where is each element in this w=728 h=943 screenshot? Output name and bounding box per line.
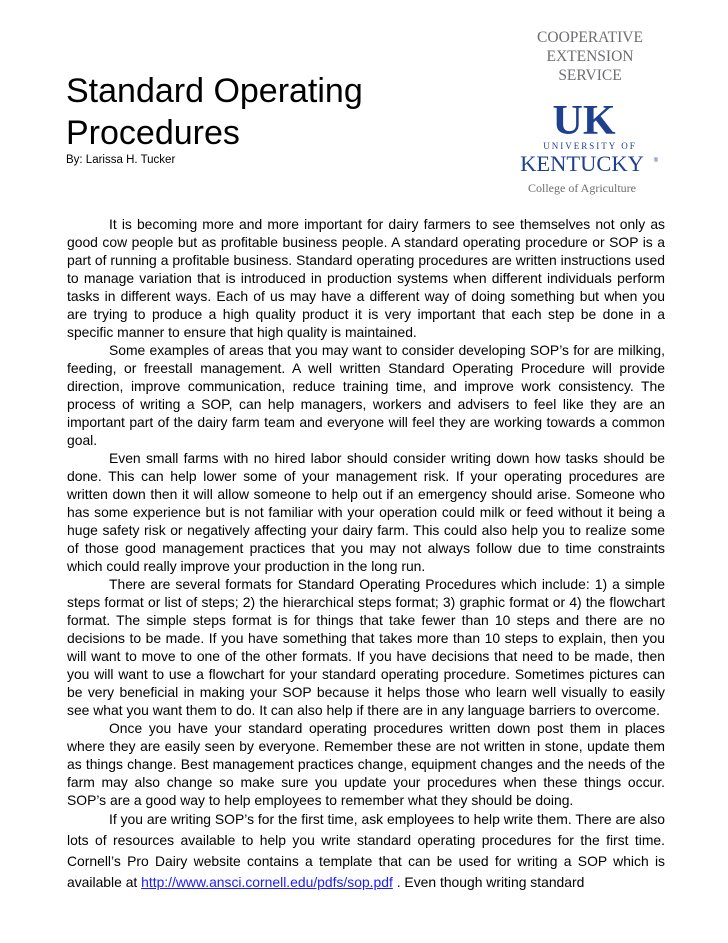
title-line-2: Procedures — [66, 114, 240, 152]
paragraph-first-time — [67, 809, 665, 893]
author-byline: By: Larissa H. Tucker — [66, 154, 176, 166]
logo-university-of: UNIVERSITY OF — [543, 141, 637, 151]
paragraph-posting: Once you have your standard operating procedures written down post them in places where they are easily seen by everyone. Remember these are not written in stone, update them as things change. Best management practices change, equipment changes and the needs of the farm may also change so make sure you update your procedures when these things occur. SOP’s are a good way to help employees to remember what they should be doing. — [67, 720, 665, 808]
paragraph-intro: It is becoming more and more important for dairy farmers to see themselves not only as good cow people but as profitable business people. A standard operating procedure or SOP is a part of running a profitable business. Standard operating procedures are written instructions used to manage variation that is introduced in production systems when different individuals perform tasks in different ways. Each of us may have a different way of doing something but when you are trying to produce a high quality product it is very important that each step be done in a specific manner to ensure that high quality is maintained. — [67, 216, 665, 340]
logo-line-service: SERVICE — [558, 67, 622, 84]
logo-line-cooperative: COOPERATIVE — [537, 29, 643, 46]
page-title — [66, 70, 486, 154]
uk-cooperative-extension-logo — [510, 22, 660, 198]
registered-mark: ® — [653, 158, 659, 164]
logo-kentucky: KENTUCKY — [520, 151, 644, 176]
paragraph-small-farms: Even small farms with no hired labor should consider writing down how tasks should be done. This can help lower some of your management risk. If your operating procedures are written down then it will allow someone to help out if an emergency should arise. Someone who has some experience but is not familiar with your operation could milk or feed without it being a huge safety risk or negatively affecting your dairy farm. This could also help you to realize some of those good management practices that you may not always follow due to time constraints which could really improve your production in the long run. — [67, 450, 665, 574]
paragraph-examples: Some examples of areas that you may want to consider developing SOP’s for are milking, feeding, or freestall management. A well written Standard Operating Procedure will provide direction, improve communication, reduce training time, and improve work consistency. The process of writing a SOP, can help managers, workers and advisers to feel like they are an important part of the dairy farm team and everyone will feel they are working towards a common goal. — [67, 342, 665, 448]
uk-monogram: UK — [552, 98, 616, 144]
paragraph-first-time-text: If you are writing SOP’s for the first time, ask employees to help write them. There are also lots of resources available to help you write standard operating procedures for the first time. Cornell’s Pro Dairy website contains a template that can be used for writing a SOP which is available at — [67, 811, 665, 890]
logo-line-extension: EXTENSION — [546, 48, 634, 65]
sop-template-link[interactable]: http://www.ansci.cornell.edu/pdfs/sop.pdf — [141, 874, 393, 890]
article-body — [67, 215, 665, 893]
paragraph-formats: There are several formats for Standard Operating Procedures which include: 1) a simple steps format or list of steps; 2) the hierarchical steps format; 3) graphic format or 4) the flowchart format. The simple steps format is for things that take fewer than 10 steps and there are no decisions to be made. If you have something that takes more than 10 steps to explain, then you will want to move to one of the other formats. If you have decisions that need to be made, then you will want to use a flowchart for your standard operating procedure. Sometimes pictures can be very beneficial in making your SOP because it helps those who learn well visually to easily see what you want them to do. It can also help if there are in any language barriers to overcome. — [67, 576, 665, 718]
logo-college-of-agriculture: College of Agriculture — [528, 181, 636, 195]
title-line-1: Standard Operating — [66, 72, 363, 110]
paragraph-first-time-tail: . Even though writing standard — [392, 874, 585, 890]
